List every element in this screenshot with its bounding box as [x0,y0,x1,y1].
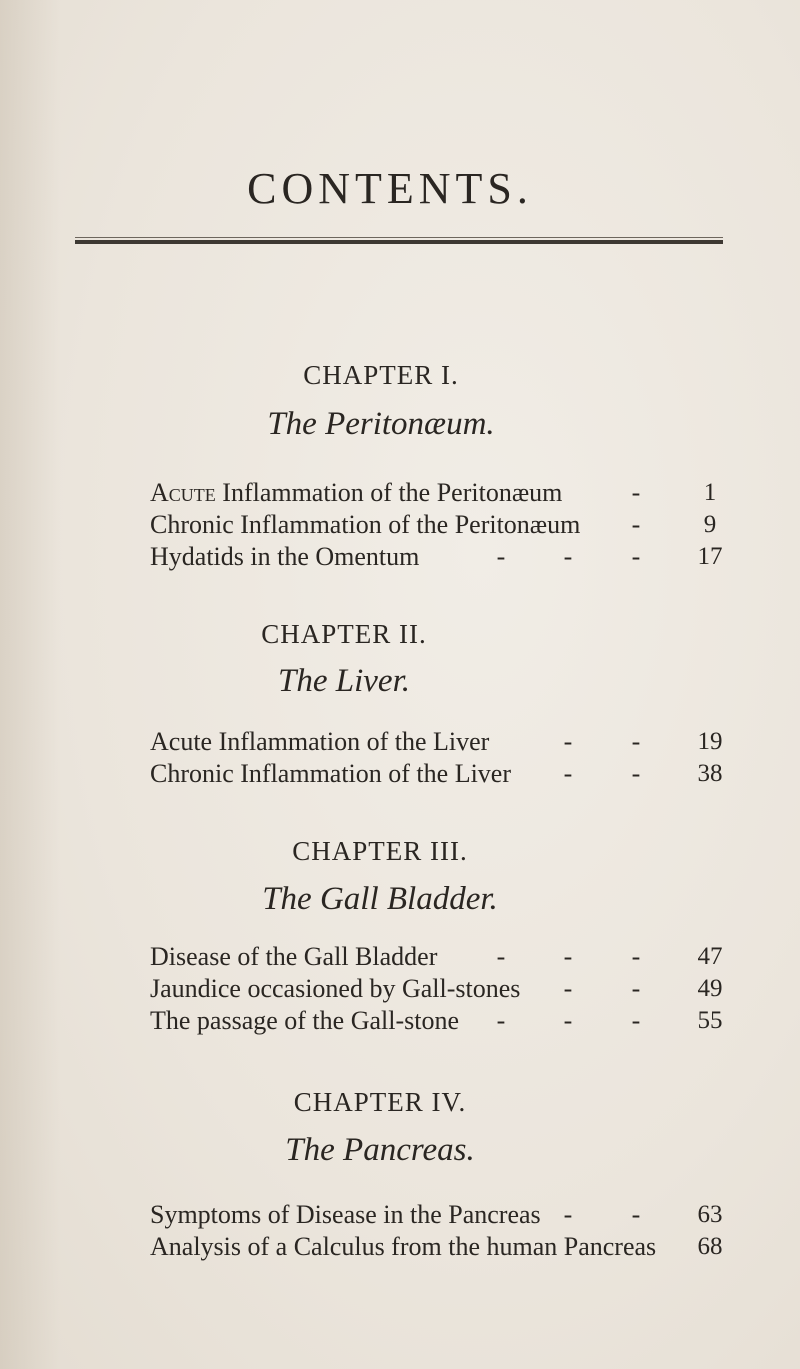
leader-dash: - [563,942,573,971]
toc-entry [150,757,723,791]
toc-entry [150,540,723,574]
entry-title: Acute Inflammation of the Liver [150,727,490,756]
leader-dash: - [563,542,573,571]
chapter-1-number: CHAPTER I. [303,360,459,390]
entry-title: Analysis of a Calculus from the human Pancreas [150,1232,657,1261]
toc-entry [150,476,720,510]
leader-dash: - [631,542,641,571]
leader-dash: - [631,727,641,756]
entry-title: Hydatids in the Omentum [150,542,420,571]
entry-title: Disease of the Gall Bladder [150,942,438,971]
page-number: 47 [697,943,723,970]
heading-rule-thick [75,240,723,244]
entry-title: Symptoms of Disease in the Pancreas [150,1200,541,1229]
leader-dash: - [631,1200,641,1229]
leader-dash: - [563,727,573,756]
page-number: 1 [703,479,717,506]
leader-dash: - [563,974,573,1003]
toc-entry [150,940,723,974]
chapter-3-subject: The Gall Bladder. [262,881,498,917]
entry-title: Chronic Inflammation of the Peritonæum [150,510,581,539]
contents-heading: CONTENTS. [247,164,533,213]
chapter-1-subject: The Peritonæum. [267,406,495,442]
leader-dash: - [631,942,641,971]
leader-dash: - [631,1006,641,1035]
leader-dash: - [631,759,641,788]
leader-dash: - [563,1200,573,1229]
page-number: 19 [697,728,723,755]
toc-entry [150,508,720,542]
page-number: 63 [697,1201,723,1228]
entry-title: Jaundice occasioned by Gall-stones [150,974,521,1003]
page-number: 68 [697,1233,723,1260]
toc-entry [150,1230,723,1264]
chapter-4-number: CHAPTER IV. [293,1087,467,1117]
heading-rule-thin [75,237,723,238]
toc-entry [150,1004,723,1038]
leader-dash: - [496,942,506,971]
page-number: 55 [697,1007,723,1034]
entry-title: Chronic Inflammation of the Liver [150,759,512,788]
leader-dash: - [631,478,641,507]
leader-dash: - [631,510,641,539]
page-number: 17 [697,543,723,570]
toc-entry [150,972,723,1006]
toc-entry [150,725,723,759]
leader-dash: - [631,974,641,1003]
chapter-2-number: CHAPTER II. [261,619,427,649]
entry-title: The passage of the Gall-stone [150,1006,460,1035]
leader-dash: - [496,1006,506,1035]
chapter-3-number: CHAPTER III. [292,836,468,866]
page-number: 9 [703,511,717,538]
leader-dash: - [496,542,506,571]
page-number: 38 [697,760,723,787]
entry-title: Acute Inflammation of the Peritonæum [150,478,563,507]
chapter-2-subject: The Liver. [278,663,410,699]
leader-dash: - [563,1006,573,1035]
leader-dash: - [563,759,573,788]
toc-entry [150,1198,723,1232]
chapter-4-subject: The Pancreas. [285,1132,475,1168]
page-number: 49 [697,975,723,1002]
